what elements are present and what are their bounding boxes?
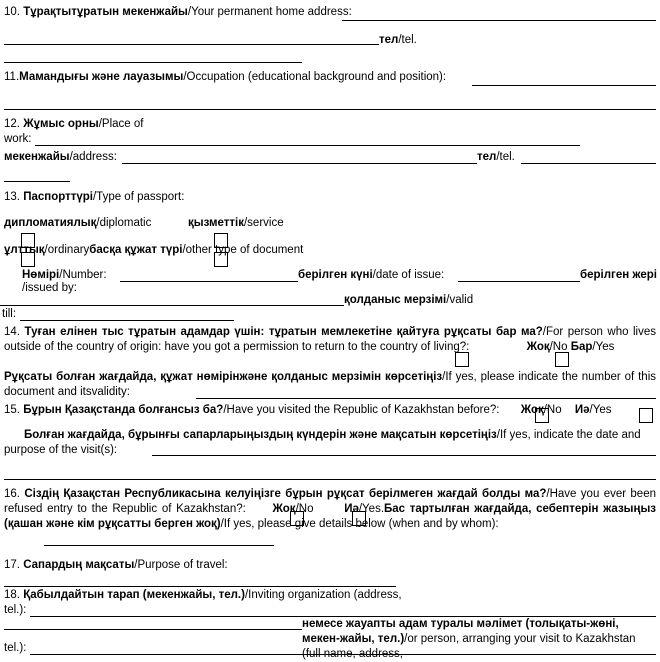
question-10-label [4, 5, 660, 20]
q12-tel-english: /tel. [496, 151, 515, 163]
q11-line-1[interactable] [472, 85, 656, 86]
passport-type-diplomatic [4, 216, 151, 231]
valid-english: /valid [446, 294, 474, 306]
q10-number: 10. [4, 6, 20, 18]
q15-followup-line-2[interactable] [4, 479, 656, 480]
question-12-label [4, 117, 143, 132]
q14-followup-english: /If yes, please indicate the number of this document and itsvalidity: [4, 371, 656, 398]
q14-yes-kazakh: Бар [570, 341, 593, 353]
q13-kazakh: Паспорттүрі [23, 191, 93, 203]
service-kazakh: қызметтік [188, 217, 244, 229]
ordinary-kazakh: ұлттық [4, 244, 45, 256]
diplomatic-kazakh: дипломатиялық [4, 217, 97, 229]
q12-number: 12. [4, 118, 20, 130]
till-text: till: [2, 308, 17, 320]
question-15-label [4, 403, 660, 418]
diplomatic-english: /diplomatic [96, 217, 152, 229]
question-17-label [4, 558, 228, 573]
q16-no-english: /No [295, 503, 314, 515]
service-english: /service [243, 217, 284, 229]
q15-followup-english: /If yes, indicate the date and purpose of the visit(s): [4, 429, 641, 456]
q15-followup-kazakh: Болған жағдайда, бұрынғы сапарларыңыздың күндерін және мақсатын көрсетіңіз [24, 429, 497, 441]
passport-till-label [2, 307, 16, 322]
q18-number: 18. [4, 589, 20, 601]
q14-yes-english: /Yes [592, 341, 615, 353]
q18-tel-label-1 [4, 603, 26, 618]
q14-followup-line[interactable] [196, 398, 656, 399]
q11-kazakh: Мамандығы және лауазымы [19, 71, 184, 83]
q15-english: /Have you visited the Republic of Kazakhstan before?: [223, 404, 500, 416]
q17-purpose-line[interactable] [4, 586, 396, 587]
checkbox-q14-no[interactable] [455, 352, 469, 367]
q10-tel-label [379, 33, 417, 48]
q18-tel-label-2 [4, 641, 26, 656]
question-13-label [4, 190, 184, 205]
q15-no-english: /No [543, 404, 562, 416]
q14-kazakh: Туған елінен тыс тұратын адамдар үшін: тұратын мемлекетіне қайтуға рұқсаты бар ма? [24, 326, 543, 338]
q12-address-line[interactable] [122, 163, 477, 164]
checkbox-other-document[interactable] [214, 252, 228, 267]
q17-english: /Purpose of travel: [134, 559, 228, 571]
q15-number: 15. [4, 404, 20, 416]
q12-tel-kazakh: тел [477, 151, 497, 163]
q13-number: 13. [4, 191, 20, 203]
q18-or-person-label [302, 617, 656, 662]
q10-address-line-2[interactable] [4, 44, 379, 45]
passport-issued-by-line[interactable] [0, 305, 344, 306]
q10-slash: / [187, 6, 192, 18]
ordinary-english: /ordinary [44, 244, 90, 256]
q10-tel-english: /tel. [398, 34, 417, 46]
q10-kazakh: Тұрақтытұратын мекенжайы [23, 6, 188, 18]
q14-followup-kazakh: Рұқсаты болған жағдайда, құжат нөмірінжәне қолданыс мерзімін көрсетіңіз [4, 371, 443, 383]
question-11-label [4, 70, 446, 85]
q12-address-kazakh: мекенжайы [4, 151, 70, 163]
question-15-followup [4, 428, 656, 458]
q18-tel-text-1: tel.): [4, 604, 27, 616]
q13-english: /Type of passport: [92, 191, 185, 203]
valid-kazakh: қолданыс мерзімі [344, 294, 447, 306]
q16-followup-line[interactable] [44, 545, 274, 546]
q14-english: /For person who lives outside of the country of origin: have you got a permission to return to the country of living?: [4, 326, 656, 353]
q15-no-kazakh: Жоқ [520, 404, 544, 416]
q12-work-line[interactable] [35, 145, 580, 146]
q15-yes-kazakh: Иә [574, 404, 590, 416]
q12-work-text: work: [4, 133, 32, 145]
passport-till-line[interactable] [20, 320, 234, 321]
issued-by-english: /issued by: [22, 282, 77, 294]
passport-issued-by-label-part2 [22, 281, 77, 296]
checkbox-service[interactable] [214, 233, 228, 248]
q16-number: 16. [4, 488, 20, 500]
q11-line-2[interactable] [4, 109, 656, 110]
q18-person-line[interactable] [30, 654, 656, 655]
question-14-followup [4, 370, 656, 400]
other-document-kazakh: басқа құжат түрі [89, 244, 183, 256]
q12-work-label [4, 132, 31, 147]
q18-org-line-2[interactable] [4, 629, 302, 630]
passport-type-service [188, 216, 284, 231]
q11-english: /Occupation (educational background and position): [183, 71, 447, 83]
q18-english: /Inviting organization (address, [244, 589, 402, 601]
q12-english: /Place of [98, 118, 144, 130]
passport-type-ordinary [4, 243, 303, 258]
checkbox-q15-yes[interactable] [639, 408, 653, 423]
q16-kazakh: Сіздің Қазақстан Республикасына келуіңізге бұрын рұқсат берілмеген жағдай болды ма? [24, 488, 547, 500]
q12-kazakh: Жұмыс орны [23, 118, 99, 130]
passport-number-english: /Number: [59, 269, 107, 281]
question-14-label [4, 325, 656, 355]
passport-number-kazakh: Нөмірі [22, 269, 60, 281]
passport-number-line[interactable] [120, 281, 298, 282]
issued-by-kazakh: берілген жері [580, 269, 657, 281]
passport-issued-by-label-part1 [580, 268, 657, 283]
q15-followup-line-1[interactable] [152, 455, 656, 456]
q16-followup-english: /If yes, please give details below (when and by whom): [220, 518, 499, 530]
q10-english: Your permanent home address: [191, 6, 352, 18]
checkbox-q15-no[interactable] [535, 408, 549, 423]
q16-followup-kazakh: Бас тартылған жағдайда, себептерін жазыңыз (қашан және кім рұқсатты берген жоқ) [4, 503, 656, 530]
issue-date-kazakh: берілген күні [298, 269, 373, 281]
q17-kazakh: Сапардың мақсаты [23, 559, 135, 571]
checkbox-q16-no[interactable] [290, 511, 304, 526]
checkbox-ordinary[interactable] [21, 252, 35, 267]
q14-no-kazakh: Жоқ [526, 341, 550, 353]
other-document-english: /other type of document [182, 244, 304, 256]
passport-valid-label [344, 293, 473, 308]
q12-address-english: /address: [69, 151, 117, 163]
q12-address-label [4, 150, 117, 165]
q10-tel-line[interactable] [4, 62, 302, 63]
passport-issue-date-label [298, 268, 444, 283]
q16-english: /Have you ever been refused entry to the Republic of Kazakhstan?: [4, 488, 656, 515]
passport-issue-date-line[interactable] [458, 281, 580, 282]
q11-number: 11. [4, 71, 20, 83]
question-16-label [4, 487, 656, 532]
q12-tel-line[interactable] [521, 163, 656, 164]
q15-yes-english: /Yes [589, 404, 612, 416]
q15-kazakh: Бұрын Қазақстанда болғансыз ба? [23, 404, 224, 416]
q10-address-line-1[interactable] [342, 20, 656, 21]
q12-tel-line-wrap[interactable] [4, 181, 70, 182]
question-18-label [4, 588, 656, 603]
q18-tel-text-2: tel.): [4, 642, 27, 654]
q16-yes-english: /Yes. [358, 503, 385, 515]
q14-number: 14. [4, 326, 20, 338]
q17-number: 17. [4, 559, 20, 571]
issue-date-english: /date of issue: [372, 269, 445, 281]
q18-kazakh: Қабылдайтын тарап (мекенжайы, тел.) [23, 589, 245, 601]
q18-or-person-kazakh: немесе жауапты адам туралы мәлімет (толықаты-жөні, мекен-жайы, тел.) [302, 618, 619, 645]
q10-tel-kazakh: тел [379, 34, 399, 46]
checkbox-diplomatic[interactable] [21, 233, 35, 248]
q16-no-kazakh: Жоқ [272, 503, 296, 515]
q18-or-person-english: /or person, arranging your visit to Kazakhstan (full name, address, [302, 633, 636, 660]
checkbox-q14-yes[interactable] [555, 352, 569, 367]
checkbox-q16-yes[interactable] [352, 511, 366, 526]
q12-tel-label [477, 150, 515, 165]
q14-no-english: /No [549, 341, 568, 353]
q16-yes-kazakh: Иә [344, 503, 359, 515]
